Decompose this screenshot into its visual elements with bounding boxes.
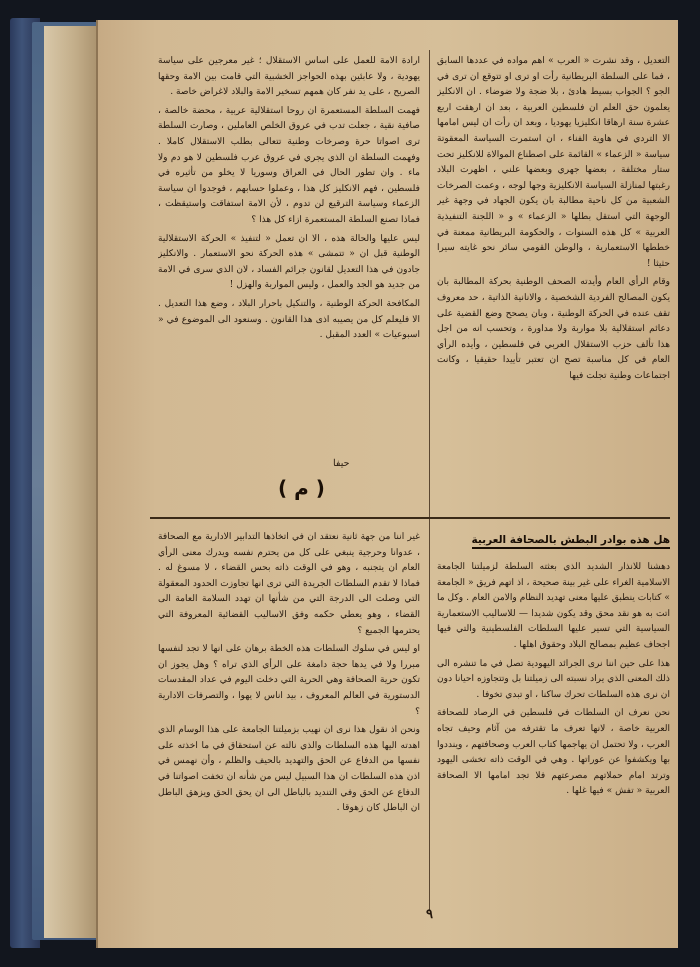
paragraph: دهشنا للانذار الشديد الذي بعثته السلطة لزميلتنا الجامعة الاسلامية الغراء على غير بينة صحيحة ، اذ اتهم فريق « الجامعة » كتابات ينطبق عليها معنى تهديد النظام والامن العام . وكل ما اتت به هو نقد محق وقد يكون شديدا — للاساليب الاستعمارية السياسية التي تسير عليها السلطات الفلسطينية والتي فيها اجحاف عظيم بمصالح البلاد وحقوق اهلها .	[437, 562, 670, 650]
dateline-place: حيفا	[333, 458, 350, 469]
paragraph: ليس عليها والحالة هذه ، الا ان تعمل « لتنفيذ » الحركة الاستقلالية الوطنية قبل ان « تتمشى » هذه الحركة نحو الاستعمار . والانكليز جادون في هذا التعديل لقانون جرائم الفساد ، لان الذي سرى في الامة من جديد هو الجد والعمل ، وليس المواربة والهزل !	[158, 233, 420, 291]
top-article-left-column	[158, 54, 420, 452]
paragraph: ارادة الامة للعمل على اساس الاستقلال ؛ غير معرجين على سياسة يهودية ، ولا عابئين بهذه الحواجز الخشبية التي قامت بين الامة وحقها الصريح ، على يد نفر كان همهم تسخير الامة والبلاد لاغراض خاصة .	[158, 56, 420, 98]
paragraph: التعديل ، وقد نشرت « العرب » اهم مواده في عددها السابق ، فما على السلطة البريطانية رأت او ترى او تتوقع ان ترى في الجو ؟ الجواب بسيط هادئ ، بلا ضجة ولا ضوضاء . ان الانكليز يعلمون حق العلم ان فلسطين العربية ، بعد ان ارهقت اربع عشرة سنة ارهاقا انكليزيا يهوديا ، وبعد ان رأت ان ليس امامها الا التردي في هاوية الفناء ، ان استمرت السياسة المعقوتة سياسة « الزعماء » القائمة على اصطناع الموالاة للانكليز تحت ستار مختلفة ، بعضها جهري وبعضها علني ، اظهرت البلاد رغبتها لمنازلة السياسة الانكليزية وجها لوجه ، وعمت الصرخات الشعبية من كل ناحية مطالبة بان يكون الجهاد في وجهة غير الوجهة التي استقل بطلها « الزعماء » و « اللجنة التنفيذية العربية » كل هذه السنوات ، والحكومة البريطانية ممعنة في خططها الاستعمارية ، والوطن القومي سائر نحو غايته سيرا حثيثا !	[437, 56, 670, 269]
paragraph: المكافحة الحركة الوطنية ، والتنكيل باحرار البلاد ، وضع هذا التعديل . الا فليعلم كل من يصيبه اذى هذا القانون . وسنعود الى الموضوع في « اسبوعيات » العدد المقبل .	[158, 298, 420, 341]
paragraph: فهمت السلطة المستعمرة ان روحا استقلالية عربية ، محضة خالصة ، صافية نقية ، جعلت تدب في عروق الخلص العاملين ، وصارت السلطة ترى اصواتا حرة وصرخات وطنية تتعالى بطلب الاستقلال كاملا . وفهمت السلطة ان الذي يجري في عروق عرب فلسطين لا هو دم ولا ماء . وان تطور الحال في العراق وسوريا لا يخلو من تأثيره في فلسطين ، فهم الانكليز كل هذا ، وعملوا حسابهم ، فوجدوا ان سياسة الزعماء وسياسة الترقيع لن تدوم ، لأن الامة استفاقت واستيقظت ، فماذا تصنع السلطة المستعمرة ازاء كل هذا ؟	[158, 105, 420, 225]
paragraph: ونحن اذ نقول هذا نرى ان نهيب بزميلتنا الجامعة على هذا الوسام الذي اهدته اليها هذه السلطات والذي نالته عن استحقاق في ما اخذته على نفسها من الدفاع عن الحق والتهديد بالحيف والظلم ، وأن نهمس في اذن هذه السلطات ان هذا السبيل ليس من شأنه ان تخفت اصواتنا في الدفاع عن الحق وفي التنديد بالباطل الى ان يحق الحق ويزهق الباطل ان الباطل كان زهوقا .	[158, 725, 420, 814]
headline-text: هل هذه بوادر البطش بالصحافة العربية	[472, 534, 670, 549]
section-divider	[150, 517, 670, 519]
bottom-article-left-column	[158, 530, 420, 910]
paragraph: غير اننا من جهة ثانية نعتقد ان في اتخاذها التدابير الادارية مع الصحافة ، عدوانا وحرجية ينبغي على كل من يحترم نفسه ويدرك معنى الرأي العام ان يتجنبه ، وهو في الوقت ذاته بحس القضاء ، لا مسوغ له . فماذا لا تقدم السلطات الجريدة التي ترى انها تجاوزت الحدود المعقولة التي وصلت الى الدرجة التي من شأنها ان تهدد السلامة العامة الى القضاء ، وهو يعطي حكمه وفق الاساليب القضائية المعروفة التي يحترمها الجميع ؟	[158, 532, 420, 636]
page-edges	[44, 26, 100, 938]
bottom-article-right-column	[437, 560, 670, 912]
newspaper-page	[96, 20, 678, 948]
top-article-right-column	[437, 54, 670, 512]
paragraph: او ليس في سلوك السلطات هذه الخطة برهان على انها لا تجد لنفسها مبررا ولا في يدها حجة دامغة على الرأي الذي تراه ؟ وهل يجوز ان تكون حرية الصحافة وهي الحرية التي دخلت اليوم في عداد المقدسات الدستورية في العالم المعروف ، بيد اناس لا يهوا ، والتصرفات الادارية ؟	[158, 644, 420, 717]
column-divider	[429, 50, 430, 910]
paragraph: نحن نعرف ان السلطات في فلسطين في الرصاد للصحافة العربية خاصة ، لانها تعرف ما تقترفه من آثام وحيف تجاه العرب ، ولا تحتمل ان يهاجمها كتاب العرب وصحافتهم ، وينددوا بها ويكشفوا عن عوراتها . وهي في الوقت ذاته تخشى اليهود وترتد امام حملاتهم مصرعتهم فلا تجد امامها الا الصحافة العربية « تفش » فيها غلها .	[437, 708, 670, 797]
author-signature: ( م )	[278, 476, 325, 500]
paragraph: وقام الرأي العام وأيدته الصحف الوطنية بحركة المطالبة بان يكون المصالح الفردية الشخصية ، والانانية الذاتية ، حد معروف تقف عنده في الحركة الوطنية ، وبان يصحح وضع القضية على دعائم استقلالية بلا مواربة ولا مداورة ، وتحسب انه من اجل هذا تألف حزب الاستقلال العربي في فلسطين ، وأيده الرأي العام في كل مناسبة تصح ان تعتبر تأييدا حقيقيا ، وكانت اجتماعات وطنية تجلت فيها	[437, 277, 670, 381]
article-headline	[440, 529, 670, 551]
page-number: ٩	[426, 907, 433, 922]
paragraph: هذا على حين اننا نرى الجرائد اليهودية تصل في ما تنشره الى ذلك المعنى الذي يراد نسبته الى زميلتنا بل وتتجاوزه احيانا دون ان نرى هذه السلطات تحرك ساكنا ، او تبدي تخوفا .	[437, 658, 670, 700]
